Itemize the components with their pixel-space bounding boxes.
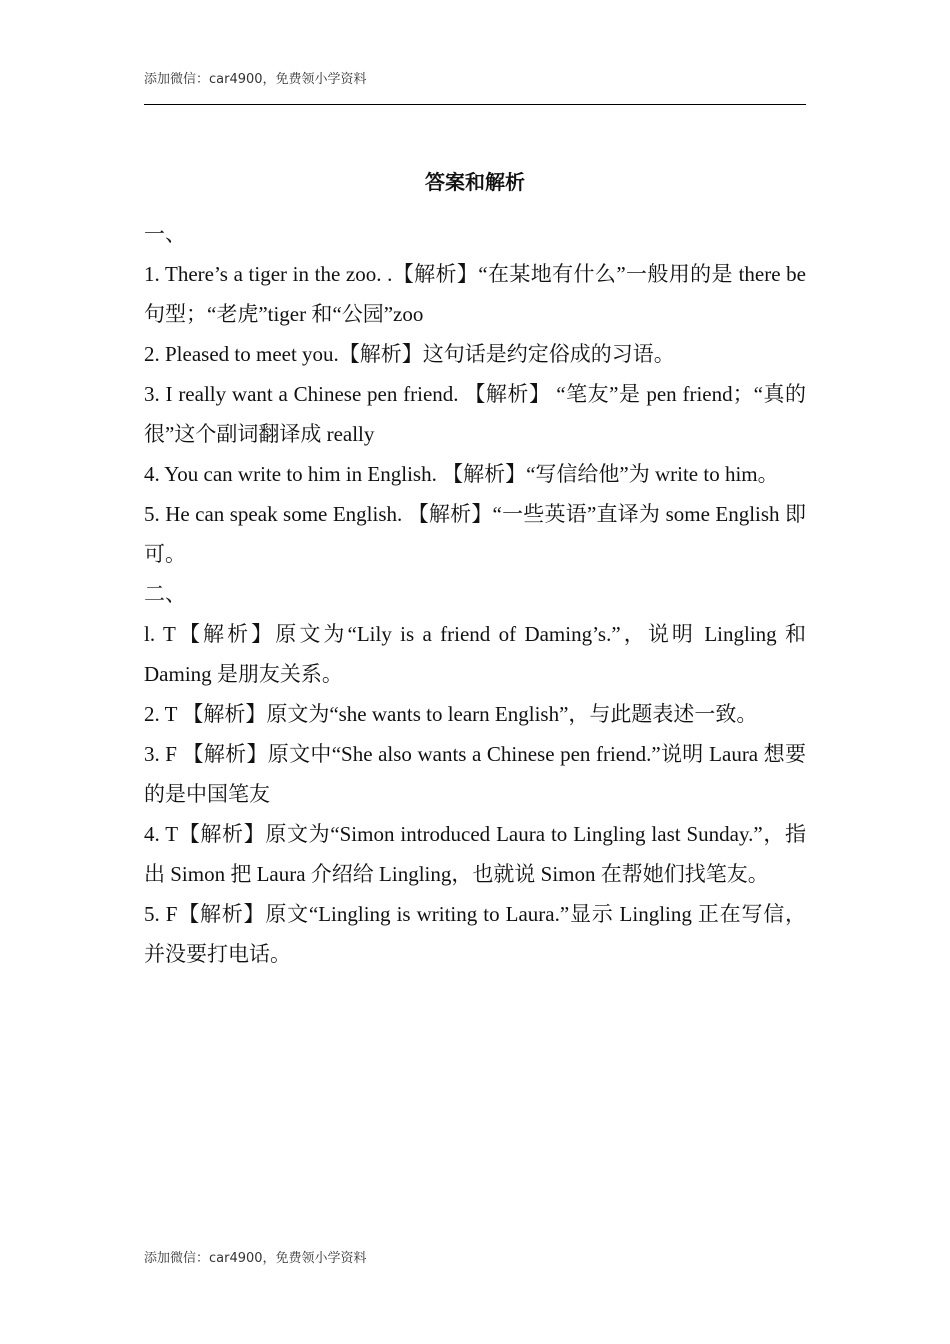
- answer-content: [144, 214, 806, 974]
- answer-item-2-1: l. T【解析】原文为“Lily is a friend of Daming’s.”，说明 Lingling 和 Daming 是朋友关系。: [144, 622, 806, 686]
- section-2: [144, 574, 806, 974]
- section-1: [144, 214, 806, 574]
- section-1-heading: 一、: [144, 222, 186, 246]
- answer-item-2-2: 2. T 【解析】原文为“she wants to learn English”，与此题表述一致。: [144, 702, 758, 726]
- answer-item-1-3: 3. I really want a Chinese pen friend. 【解析】 “笔友”是 pen friend；“真的很”这个副词翻译成 really: [144, 382, 806, 446]
- answer-item-2-3: 3. F 【解析】原文中“She also wants a Chinese pen friend.”说明 Laura 想要的是中国笔友: [144, 742, 806, 806]
- answer-item-1-4: 4. You can write to him in English. 【解析】“写信给他”为 write to him。: [144, 462, 779, 486]
- answer-item-1-5: 5. He can speak some English. 【解析】“一些英语”直译为 some English 即可。: [144, 502, 806, 566]
- section-2-heading: 二、: [144, 582, 186, 606]
- answer-item-2-4: 4. T【解析】原文为“Simon introduced Laura to Lingling last Sunday.”，指出 Simon 把 Laura 介绍给 Lingling，也就说 Simon 在帮她们找笔友。: [144, 822, 806, 886]
- page-title: 答案和解析: [425, 170, 525, 194]
- header-note: 添加微信：car4900，免费领小学资料: [144, 72, 367, 87]
- header-divider: [144, 104, 806, 105]
- answer-item-1-1: 1. There’s a tiger in the zoo. .【解析】“在某地有什么”一般用的是 there be 句型；“老虎”tiger 和“公园”zoo: [144, 262, 806, 326]
- footer-note: 添加微信：car4900，免费领小学资料: [144, 1251, 367, 1266]
- answer-item-2-5: 5. F【解析】原文“Lingling is writing to Laura.”显示 Lingling 正在写信，并没要打电话。: [144, 902, 806, 966]
- answer-item-1-2: 2. Pleased to meet you.【解析】这句话是约定俗成的习语。: [144, 342, 675, 366]
